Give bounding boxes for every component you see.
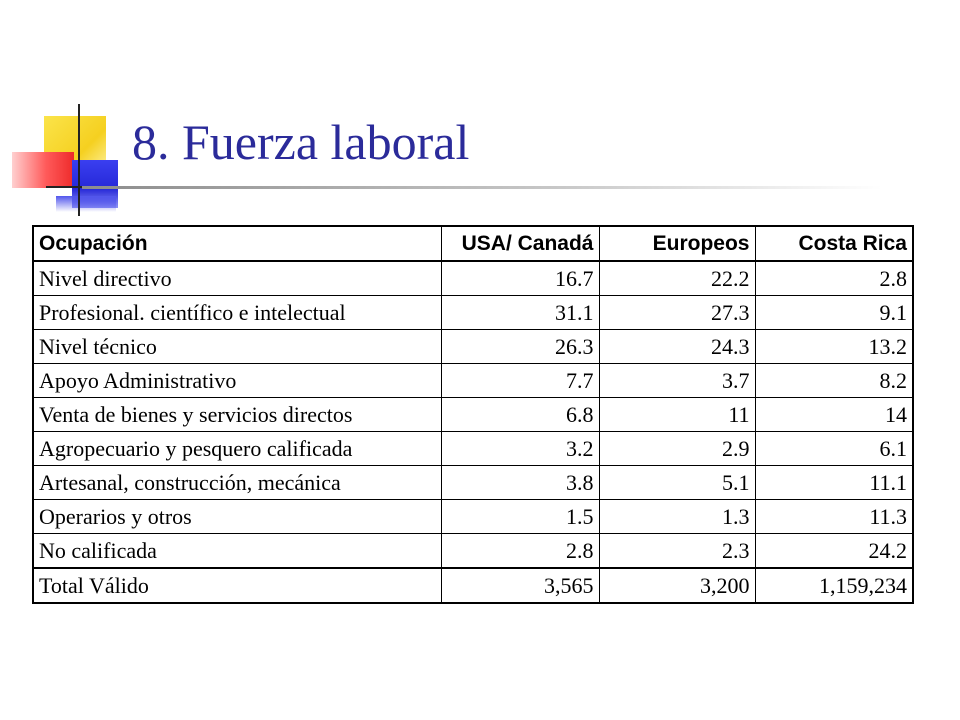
costa-rica-cell: 9.1 [755,296,913,330]
logo-red-square [12,152,74,188]
costa-rica-cell: 11.3 [755,500,913,534]
table-total-row [33,568,913,603]
usa-canada-cell: 7.7 [441,364,599,398]
usa-canada-cell: 3.8 [441,466,599,500]
total-costa-rica-cell: 1,159,234 [755,568,913,603]
title-underline [82,186,882,189]
logo-blue-fade [56,196,116,212]
usa-canada-cell: 26.3 [441,330,599,364]
europeos-cell: 1.3 [599,500,755,534]
occupation-cell: Profesional. científico e intelectual [33,296,441,330]
table-row [33,500,913,534]
usa-canada-cell: 31.1 [441,296,599,330]
table-row [33,364,913,398]
occupation-cell: Operarios y otros [33,500,441,534]
table-row [33,466,913,500]
header-occupation: Ocupación [33,226,441,261]
header-europeos: Europeos [599,226,755,261]
occupation-cell: No calificada [33,534,441,569]
table-row [33,432,913,466]
table-row [33,261,913,296]
occupation-cell: Artesanal, construcción, mecánica [33,466,441,500]
table-row [33,330,913,364]
occupation-cell: Nivel técnico [33,330,441,364]
europeos-cell: 27.3 [599,296,755,330]
table-row [33,296,913,330]
logo-vertical-line [78,104,80,216]
usa-canada-cell: 3.2 [441,432,599,466]
costa-rica-cell: 11.1 [755,466,913,500]
total-usa-canada-cell: 3,565 [441,568,599,603]
costa-rica-cell: 24.2 [755,534,913,569]
europeos-cell: 11 [599,398,755,432]
header-costa-rica: Costa Rica [755,226,913,261]
total-europeos-cell: 3,200 [599,568,755,603]
occupation-cell: Nivel directivo [33,261,441,296]
europeos-cell: 2.9 [599,432,755,466]
costa-rica-cell: 13.2 [755,330,913,364]
usa-canada-cell: 16.7 [441,261,599,296]
europeos-cell: 3.7 [599,364,755,398]
costa-rica-cell: 8.2 [755,364,913,398]
occupation-cell: Venta de bienes y servicios directos [33,398,441,432]
occupation-table [32,225,914,604]
occupation-cell: Agropecuario y pesquero calificada [33,432,441,466]
header-usa-canada: USA/ Canadá [441,226,599,261]
europeos-cell: 2.3 [599,534,755,569]
europeos-cell: 24.3 [599,330,755,364]
costa-rica-cell: 14 [755,398,913,432]
slide-title: 8. Fuerza laboral [132,114,470,170]
occupation-cell: Apoyo Administrativo [33,364,441,398]
europeos-cell: 5.1 [599,466,755,500]
total-label-cell: Total Válido [33,568,441,603]
usa-canada-cell: 6.8 [441,398,599,432]
usa-canada-cell: 1.5 [441,500,599,534]
europeos-cell: 22.2 [599,261,755,296]
usa-canada-cell: 2.8 [441,534,599,569]
costa-rica-cell: 2.8 [755,261,913,296]
costa-rica-cell: 6.1 [755,432,913,466]
table-header-row [33,226,913,261]
table-row [33,534,913,569]
table-row [33,398,913,432]
